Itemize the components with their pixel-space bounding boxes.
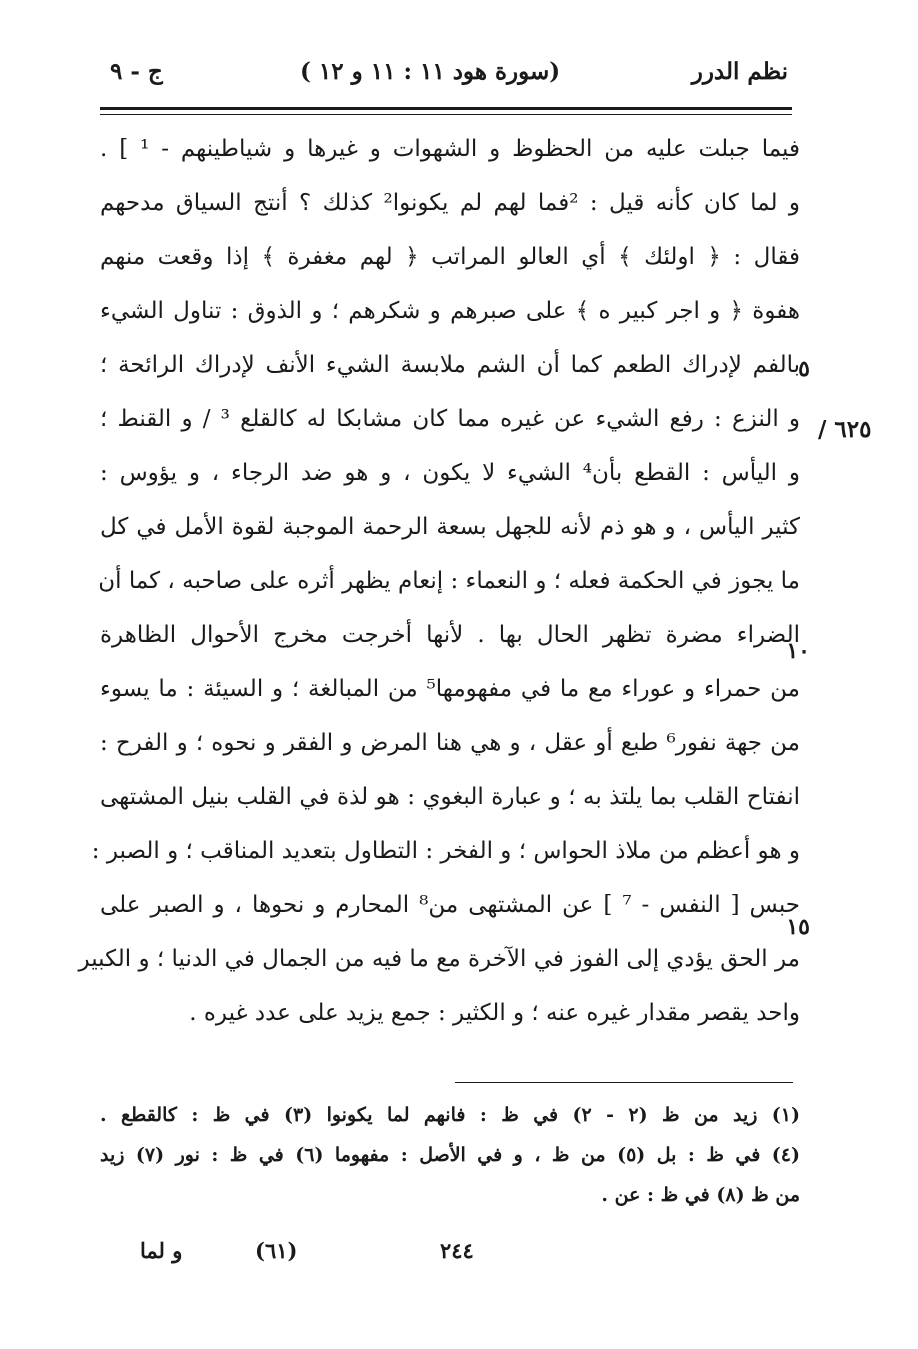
catchword: و لما [140, 1238, 183, 1263]
volume-number: ج - ٩ [110, 58, 163, 85]
text-line: و هو أعظم من ملاذ الحواس ؛ و الفخر : التطاول بتعديد المناقب ؛ و الصبر : [91, 838, 800, 864]
text-line: من جهة نفور⁶ طبع أو عقل ، و هي هنا المرض و الفقر و نحوه ؛ و الفرح : [100, 730, 800, 756]
header-rule-thick [100, 107, 792, 110]
signature-mark: (٦١) [255, 1238, 298, 1263]
main-text [78, 122, 801, 1040]
footnote-line: (١) زيد من ظ (٢ - ٢) في ظ : فانهم لما يكونوا (٣) في ظ : كالقطع . [100, 1104, 801, 1126]
text-line: حبس [ النفس - ⁷ ] عن المشتهى من⁸ المحارم و نحوها ، و الصبر على [100, 892, 801, 918]
book-title: نظم الدرر [691, 58, 788, 85]
text-line: و لما كان كأنه قيل : ²فما لهم لم يكونوا² كذلك ؟ أنتج السياق مدحهم [100, 190, 800, 216]
text-line: و اليأس : القطع بأن⁴ الشيء لا يكون ، و هو ضد الرجاء ، و يؤوس : [100, 460, 800, 486]
text-line: ما يجوز في الحكمة فعله ؛ و النعماء : إنعام يظهر أثره على صاحبه ، كما أن [98, 568, 800, 594]
footnote-rule [455, 1082, 793, 1083]
footnote-line: (٤) في ظ : بل (٥) من ظ ، و في الأصل : مفهوما (٦) في ظ : نور (٧) زيد [100, 1144, 800, 1166]
line-number-10: ١٠ [786, 638, 810, 664]
text-line: من حمراء و عوراء مع ما في مفهومها⁵ من المبالغة ؛ و السيئة : ما يسوء [100, 676, 800, 702]
footnote-line: من ظ (٨) في ظ : عن . [601, 1184, 800, 1206]
footnotes [100, 1095, 800, 1215]
line-number-5: ٥ [798, 356, 810, 382]
surah-reference: (سورة هود ١١ : ١١ و ١٢ ) [300, 58, 561, 85]
text-line: و النزع : رفع الشيء عن غيره مما كان مشابكا له كالقلع ³ / و القنط ؛ [100, 406, 801, 432]
text-line: انفتاح القلب بما يلتذ به ؛ و عبارة البغوي : هو لذة في القلب بنيل المشتهى [100, 784, 800, 810]
manuscript-folio-reference: ٦٢٥ / [818, 416, 872, 443]
text-line: فيما جبلت عليه من الحظوظ و الشهوات و غيرها و شياطينهم - ¹ ] . [100, 136, 800, 162]
text-line: مر الحق يؤدي إلى الفوز في الآخرة مع ما فيه من الجمال في الدنيا ؛ و الكبير [78, 946, 800, 972]
text-line: الضراء مضرة تظهر الحال بها . لأنها أخرجت مخرج الأحوال الظاهرة [100, 622, 800, 648]
text-line: فقال : ﴿ اولئك ﴾ أي العالو المراتب ﴿ لهم مغفرة ﴾ إذا وقعت منهم [100, 244, 800, 270]
page-number: ٢٤٤ [440, 1238, 474, 1263]
text-line: بالفم لإدراك الطعم كما أن الشم ملابسة الشيء الأنف لإدراك الرائحة ؛ [100, 352, 800, 378]
text-line: واحد يقصر مقدار غيره عنه ؛ و الكثير : جمع يزيد على عدد غيره . [189, 1000, 800, 1026]
header-rule-thin [100, 114, 792, 115]
text-line: هفوة ﴿ و اجر كبير ه ﴾ على صبرهم و شكرهم ؛ و الذوق : تناول الشيء [100, 298, 800, 324]
line-number-15: ١٥ [786, 914, 810, 940]
text-line: كثير اليأس ، و هو ذم لأنه للجهل بسعة الرحمة الموجبة لقوة الأمل في كل [100, 514, 800, 540]
